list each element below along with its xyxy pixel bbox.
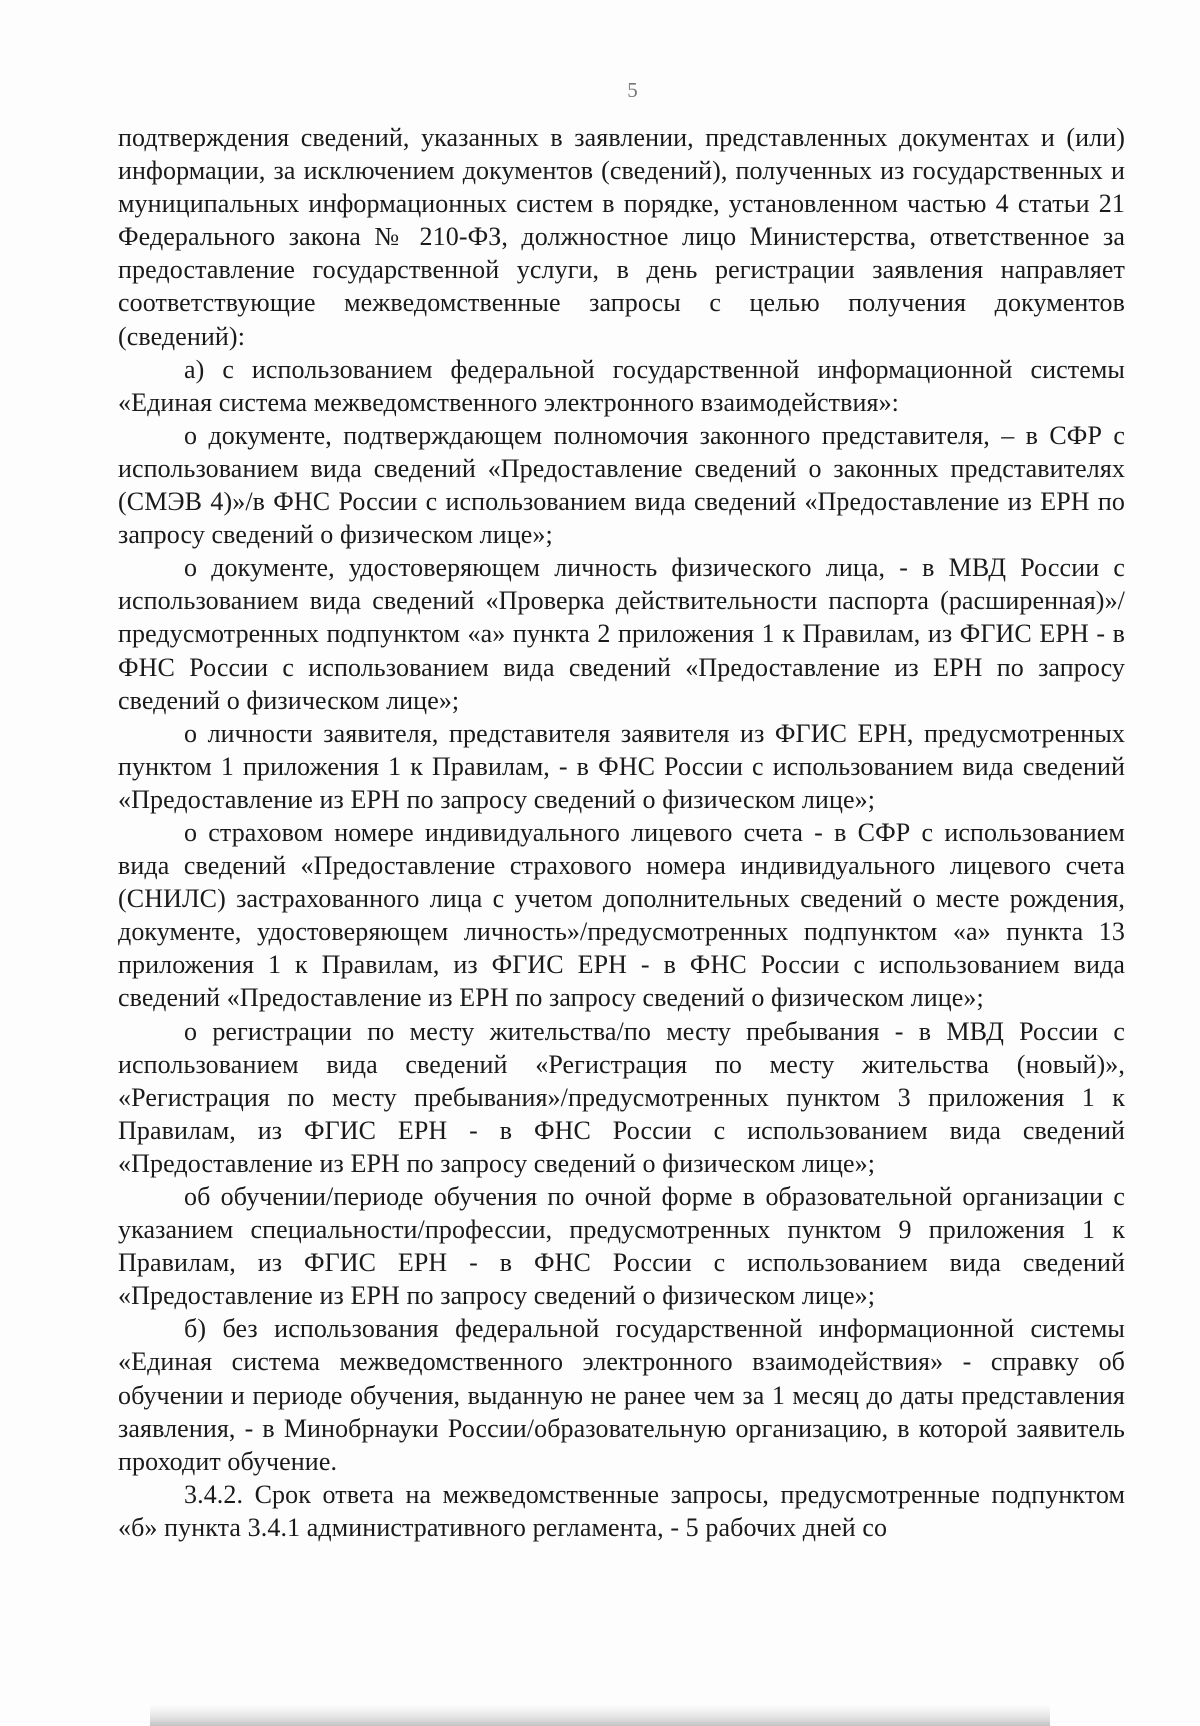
- scan-edge-shadow: [150, 1705, 1050, 1726]
- paragraph-applicant-identity: о личности заявителя, представителя заявителя из ФГИС ЕРН, предусмотренных пунктом 1 приложения 1 к Правилам, - в ФНС России с использованием вида сведений «Предоставление из ЕРН по запросу сведений о физическом лице»;: [118, 718, 1125, 814]
- paragraph-item-b: б) без использования федеральной государственной информационной системы «Единая система межведомственного электронного взаимодействия» - справку об обучении и периоде обучения, выданную не ранее чем за 1 месяц до даты представления заявления, - в Минобрнауки России/образовательную организацию, в которой заявитель проходит обучение.: [118, 1314, 1125, 1476]
- paragraph-education: об обучении/периоде обучения по очной форме в образовательной организации с указанием специальности/профессии, предусмотренных пунктом 9 приложения 1 к Правилам, из ФГИС ЕРН - в ФНС России с использованием вида сведений «Предоставление из ЕРН по запросу сведений о физическом лице»;: [118, 1182, 1125, 1311]
- paragraph-3-4-2: 3.4.2. Срок ответа на межведомственные запросы, предусмотренные подпунктом «б» пункта 3.4.1 административного регламента, - 5 рабочих дней со: [118, 1479, 1125, 1542]
- paragraph-legal-representative: о документе, подтверждающем полномочия законного представителя, – в СФР с использованием вида сведений «Предоставление сведений о законных представителях (СМЭВ 4)»/в ФНС России с использованием вида сведений «Предоставление из ЕРН по запросу сведений о физическом лице»;: [118, 420, 1125, 550]
- document-body: [118, 121, 1125, 1544]
- paragraph-registration: о регистрации по месту жительства/по месту пребывания - в МВД России с использованием вида сведений «Регистрация по месту жительства (новый)», «Регистрация по месту пребывания»/предусмотренных пунктом 3 приложения 1 к Правилам, из ФГИС ЕРН - в ФНС России с использованием вида сведений «Предоставление из ЕРН по запросу сведений о физическом лице»;: [118, 1016, 1125, 1178]
- page-number: 5: [627, 78, 638, 102]
- paragraph-continuation: подтверждения сведений, указанных в заявлении, представленных документах и (или) информации, за исключением документов (сведений), полученных из государственных и муниципальных информационных систем в порядке, установленном частью 4 статьи 21 Федерального закона № 210-ФЗ, должностное лицо Министерства, ответственное за предоставление государственной услуги, в день регистрации заявления направляет соответствующие межведомственные запросы с целью получения документов (сведений):: [118, 123, 1125, 351]
- paragraph-identity-document: о документе, удостоверяющем личность физического лица, - в МВД России с использованием вида сведений «Проверка действительности паспорта (расширенная)»/предусмотренных подпунктом «а» пункта 2 приложения 1 к Правилам, из ФГИС ЕРН - в ФНС России с использованием вида сведений «Предоставление из ЕРН по запросу сведений о физическом лице»;: [118, 553, 1125, 715]
- paragraph-item-a: а) с использованием федеральной государственной информационной системы «Единая система межведомственного электронного взаимодействия»:: [118, 354, 1125, 417]
- paragraph-snils: о страховом номере индивидуального лицевого счета - в СФР с использованием вида сведений «Предоставление страхового номера индивидуального лицевого счета (СНИЛС) застрахованного лица с учетом дополнительных сведений о месте рождения, документе, удостоверяющем личность»/предусмотренных подпунктом «а» пункта 13 приложения 1 к Правилам, из ФГИС ЕРН - в ФНС России с использованием вида сведений «Предоставление из ЕРН по запросу сведений о физическом лице»;: [118, 817, 1125, 1013]
